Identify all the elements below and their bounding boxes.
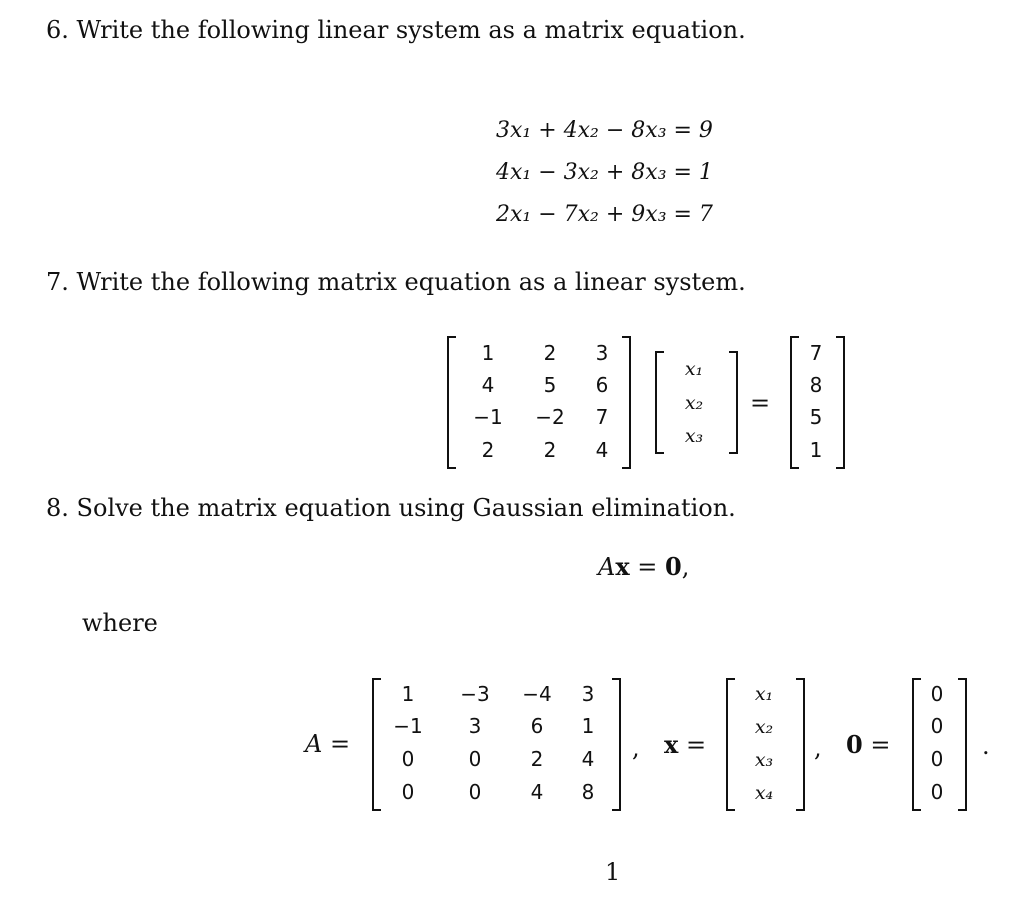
x-vector-cell: x₃ xyxy=(754,749,774,771)
matrix-a-cell: −3 xyxy=(460,682,490,706)
right-bracket xyxy=(622,336,631,469)
variable-cell: x₃ xyxy=(684,425,704,447)
matrix-cell: −1 xyxy=(473,405,503,429)
matrix-a-cell: −1 xyxy=(393,714,423,738)
problem-text: Solve the matrix equation using Gaussian elimination. xyxy=(76,494,736,522)
matrix-cell: 5 xyxy=(543,373,557,397)
variable-cell: x₂ xyxy=(684,392,704,414)
right-bracket xyxy=(796,678,805,811)
zero-vector-label xyxy=(846,730,890,759)
left-bracket xyxy=(372,678,381,811)
equation-line: 2x₁ − 7x₂ + 9x₃ = 7 xyxy=(496,202,713,227)
zero-vector-cell: 0 xyxy=(930,682,944,706)
problem-7-heading xyxy=(46,268,746,296)
problem-number: 6. xyxy=(46,16,69,44)
matrix-cell: 1 xyxy=(481,341,495,365)
vector-x-symbol: x xyxy=(664,730,679,759)
matrix-a-cell: 6 xyxy=(530,714,544,738)
period: . xyxy=(982,732,990,760)
matrix-a-cell: 4 xyxy=(581,747,595,771)
matrix-cell: 4 xyxy=(595,438,609,462)
rhs-cell: 8 xyxy=(809,373,823,397)
matrix-a-cell: 0 xyxy=(468,747,482,771)
matrix-cell: 7 xyxy=(595,405,609,429)
matrix-cell: 2 xyxy=(543,341,557,365)
where-label: where xyxy=(82,609,158,637)
left-bracket xyxy=(912,678,921,811)
matrix-a-cell: 4 xyxy=(530,780,544,804)
rhs-cell: 7 xyxy=(809,341,823,365)
matrix-a-cell: 3 xyxy=(468,714,482,738)
variable-cell: x₁ xyxy=(684,358,704,380)
equals-sign: = xyxy=(862,731,891,759)
matrix-a-label: A = xyxy=(305,730,351,758)
vector-x-label xyxy=(664,730,706,759)
x-vector-cell: x₄ xyxy=(754,782,774,804)
left-bracket xyxy=(790,336,799,469)
problem-number: 8. xyxy=(46,494,69,522)
matrix-cell: 4 xyxy=(481,373,495,397)
matrix-cell: 2 xyxy=(543,438,557,462)
zero-vector-cell: 0 xyxy=(930,747,944,771)
problem-number: 7. xyxy=(46,268,69,296)
matrix-symbol: A xyxy=(598,553,616,581)
zero-vector-cell: 0 xyxy=(930,714,944,738)
zero-vector-cell: 0 xyxy=(930,780,944,804)
matrix-a-cell: 1 xyxy=(401,682,415,706)
matrix-a-cell: −4 xyxy=(522,682,552,706)
right-bracket xyxy=(612,678,621,811)
equals-sign: = xyxy=(678,731,707,759)
matrix-cell: −2 xyxy=(535,405,565,429)
comma: , xyxy=(681,553,690,581)
zero-vector-symbol: 0 xyxy=(665,552,682,581)
matrix-a-cell: 0 xyxy=(468,780,482,804)
matrix-a-cell: 0 xyxy=(401,747,415,771)
equals-sign: = xyxy=(629,553,666,581)
matrix-a-cell: 8 xyxy=(581,780,595,804)
problem-6-heading xyxy=(46,16,746,44)
right-bracket xyxy=(729,351,738,454)
matrix-a-cell: 1 xyxy=(581,714,595,738)
left-bracket xyxy=(655,351,664,454)
matrix-a-cell: 0 xyxy=(401,780,415,804)
comma: , xyxy=(814,734,822,762)
vector-symbol: x xyxy=(615,552,630,581)
matrix-a-cell: 3 xyxy=(581,682,595,706)
equals-sign: = xyxy=(750,389,771,417)
x-vector-cell: x₂ xyxy=(754,716,774,738)
matrix-cell: 2 xyxy=(481,438,495,462)
equation-line: 4x₁ − 3x₂ + 8x₃ = 1 xyxy=(496,160,713,185)
matrix-cell: 6 xyxy=(595,373,609,397)
comma: , xyxy=(632,734,640,762)
equation-line: 3x₁ + 4x₂ − 8x₃ = 9 xyxy=(496,118,713,143)
right-bracket xyxy=(836,336,845,469)
x-vector-cell: x₁ xyxy=(754,683,774,705)
left-bracket xyxy=(726,678,735,811)
problem-text: Write the following linear system as a matrix equation. xyxy=(76,16,746,44)
problem-8-heading xyxy=(46,494,736,522)
rhs-cell: 5 xyxy=(809,405,823,429)
matrix-cell: 3 xyxy=(595,341,609,365)
matrix-a-cell: 2 xyxy=(530,747,544,771)
rhs-cell: 1 xyxy=(809,438,823,462)
problem-text: Write the following matrix equation as a linear system. xyxy=(76,268,746,296)
homogeneous-equation xyxy=(598,552,689,581)
page-number: 1 xyxy=(605,858,621,886)
right-bracket xyxy=(958,678,967,811)
zero-vector-symbol: 0 xyxy=(846,730,863,759)
left-bracket xyxy=(447,336,456,469)
